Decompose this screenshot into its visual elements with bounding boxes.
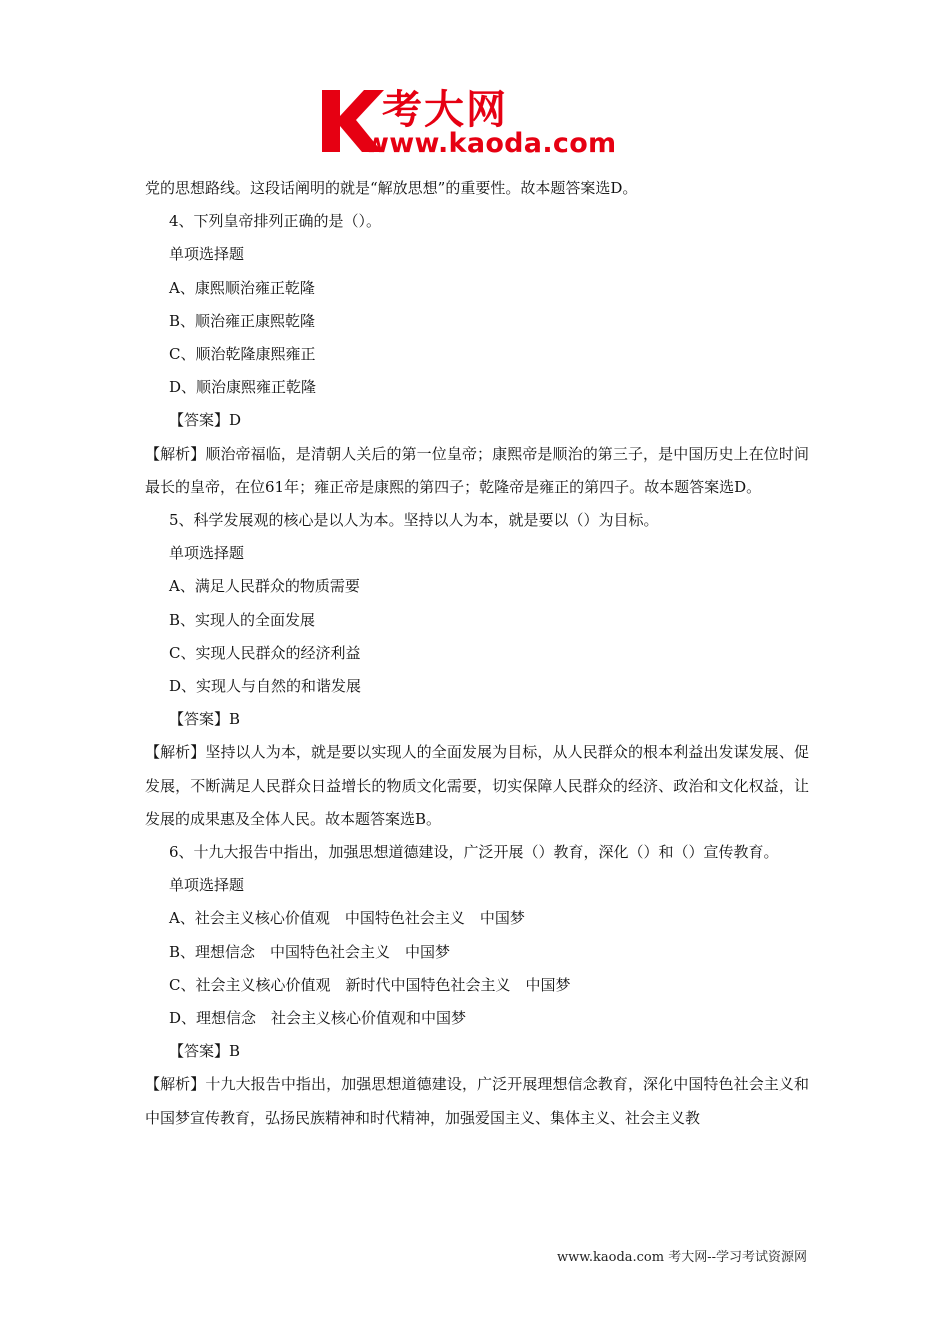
question-4: 4、下列皇帝排列正确的是（）。 — [169, 212, 382, 231]
question-6-explanation: 【解析】十九大报告中指出，加强思想道德建设，广泛开展理想信念教育，深化中国特色社会主义和中国梦宣传教育，弘扬民族精神和时代精神，加强爱国主义、集体主义、社会主义教 — [145, 1075, 809, 1127]
question-6-answer: 【答案】B — [169, 1042, 241, 1061]
question-6-option-c: C、社会主义核心价值观 新时代中国特色社会主义 中国梦 — [169, 975, 571, 994]
question-4-option-a: A、康熙顺治雍正乾隆 — [169, 278, 315, 297]
question-5-answer: 【答案】B — [169, 710, 241, 729]
page-footer: www.kaoda.com 考大网--学习考试资源网 — [557, 1250, 807, 1265]
question-4-answer: 【答案】D — [169, 411, 242, 430]
question-4-type: 单项选择题 — [169, 245, 245, 264]
question-6-option-d: D、理想信念 社会主义核心价值观和中国梦 — [169, 1009, 467, 1028]
question-5-option-d: D、实现人与自然的和谐发展 — [169, 677, 362, 696]
logo-url-text: www.kaoda.com — [364, 128, 617, 159]
kaoda-logo — [318, 84, 638, 160]
question-4-option-d: D、顺治康熙雍正乾隆 — [169, 378, 317, 397]
question-6: 6、十九大报告中指出，加强思想道德建设，广泛开展（）教育，深化（）和（）宣传教育。 — [169, 843, 779, 862]
question-4-option-c: C、顺治乾隆康熙雍正 — [169, 345, 316, 364]
question-4-explanation: 【解析】顺治帝福临，是清朝人关后的第一位皇帝；康熙帝是顺治的第三子，是中国历史上在位时间最长的皇帝，在位61年；雍正帝是康熙的第四子；乾隆帝是雍正的第四子。故本题答案选D。 — [145, 444, 809, 496]
question-5-option-c: C、实现人民群众的经济利益 — [169, 643, 361, 662]
question-6-option-b: B、理想信念 中国特色社会主义 中国梦 — [169, 942, 451, 961]
question-5-option-b: B、实现人的全面发展 — [169, 610, 316, 629]
question-5-explanation: 【解析】坚持以人为本，就是要以实现人的全面发展为目标，从人民群众的根本利益出发谋发展、促发展，不断满足人民群众日益增长的物质文化需要，切实保障人民群众的经济、政治和文化权益，让发展的成果惠及全体人民。故本题答案选B。 — [145, 743, 809, 828]
question-4-option-b: B、顺治雍正康熙乾隆 — [169, 311, 316, 330]
paragraph-continuation: 党的思想路线。这段话阐明的就是“解放思想”的重要性。故本题答案选D。 — [145, 179, 638, 197]
question-5-type: 单项选择题 — [169, 544, 245, 563]
question-6-option-a: A、社会主义核心价值观 中国特色社会主义 中国梦 — [169, 909, 525, 928]
question-5: 5、科学发展观的核心是以人为本。坚持以人为本，就是要以（）为目标。 — [169, 511, 659, 530]
question-6-type: 单项选择题 — [169, 876, 245, 895]
document-body — [145, 172, 809, 1135]
question-5-option-a: A、满足人民群众的物质需要 — [169, 577, 360, 596]
logo-chinese-text: 考大网 — [382, 87, 508, 133]
